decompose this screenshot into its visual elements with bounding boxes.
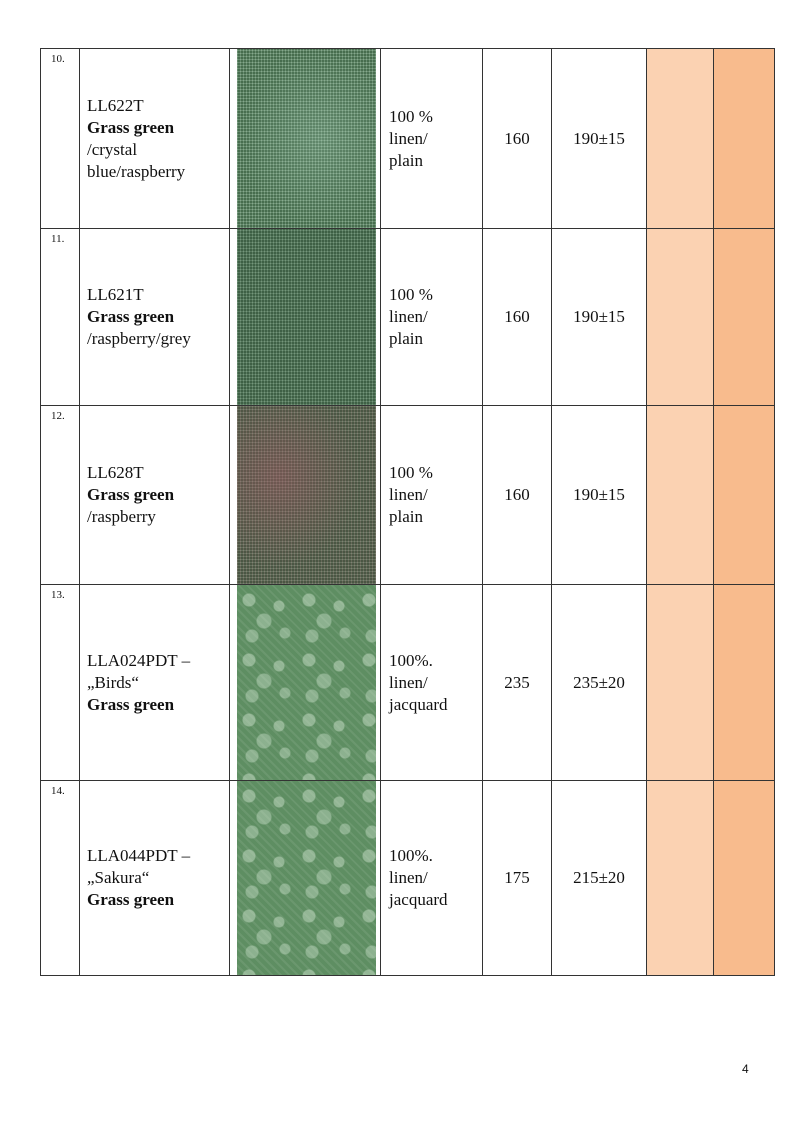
page-number: 4 [742, 1062, 749, 1076]
weight-value: 235±20 [552, 585, 647, 781]
swatch-cell [230, 229, 381, 406]
width-value: 160 [483, 406, 552, 585]
row-number: 10. [51, 53, 65, 65]
composition-cell [381, 585, 483, 781]
composition-line: linen/ [389, 485, 428, 504]
empty-orange-cell [647, 49, 714, 229]
fabric-swatch-image [237, 406, 376, 584]
fabric-code: LL628T [87, 463, 144, 482]
table-row [41, 585, 775, 781]
fabric-code: LLA044PDT – [87, 846, 191, 865]
empty-orange-cell [647, 406, 714, 585]
composition-cell [381, 781, 483, 976]
fabric-extra: /raspberry [87, 507, 156, 526]
row-number-cell [41, 781, 80, 976]
composition-line: linen/ [389, 307, 428, 326]
empty-orange-cell [647, 781, 714, 976]
fabric-extra: /raspberry/grey [87, 329, 191, 348]
fabric-extra: „Sakura“ [87, 868, 150, 887]
swatch-cell [230, 49, 381, 229]
fabric-code: LL621T [87, 285, 144, 304]
composition-line: 100 % [389, 285, 433, 304]
empty-orange-cell [647, 229, 714, 406]
fabric-color: Grass green [87, 694, 175, 714]
fabric-swatch-image [237, 49, 376, 228]
table-row [41, 49, 775, 229]
fabric-name-cell [80, 406, 230, 585]
fabric-table [40, 48, 775, 976]
swatch-cell [230, 406, 381, 585]
composition-cell [381, 49, 483, 229]
weight-value: 190±15 [552, 406, 647, 585]
fabric-color: Grass green [87, 485, 175, 504]
composition-line: 100 % [389, 106, 433, 126]
weight-value: 190±15 [552, 49, 647, 229]
composition-line: plain [389, 150, 423, 170]
row-number: 11. [51, 233, 65, 245]
table-row [41, 781, 775, 976]
fabric-color: Grass green [87, 307, 175, 326]
fabric-color: Grass green [87, 117, 175, 137]
empty-orange-cell [714, 781, 775, 976]
fabric-name-cell [80, 49, 230, 229]
fabric-extra: blue/raspberry [87, 161, 186, 181]
fabric-swatch-image [237, 781, 376, 975]
composition-line: linen/ [389, 672, 428, 692]
empty-orange-cell [714, 229, 775, 406]
width-value: 160 [483, 49, 552, 229]
composition-line: jacquard [389, 694, 448, 714]
empty-orange-cell [714, 406, 775, 585]
table-row [41, 229, 775, 406]
composition-line: 100%. [389, 846, 433, 865]
row-number: 13. [51, 589, 65, 601]
row-number-cell [41, 229, 80, 406]
fabric-extra: /crystal [87, 139, 138, 159]
fabric-code: LL622T [87, 95, 144, 115]
fabric-swatch-image [237, 585, 376, 780]
composition-line: 100 % [389, 463, 433, 482]
fabric-name-cell [80, 229, 230, 406]
composition-cell [381, 406, 483, 585]
composition-line: linen/ [389, 128, 428, 148]
row-number-cell [41, 49, 80, 229]
row-number-cell [41, 406, 80, 585]
row-number-cell [41, 585, 80, 781]
fabric-swatch-image [237, 229, 376, 405]
fabric-code: LLA024PDT – [87, 650, 191, 670]
fabric-name-cell [80, 781, 230, 976]
width-value: 235 [483, 585, 552, 781]
empty-orange-cell [714, 49, 775, 229]
composition-line: 100%. [389, 650, 433, 670]
row-number: 14. [51, 785, 65, 797]
width-value: 175 [483, 781, 552, 976]
empty-orange-cell [714, 585, 775, 781]
fabric-color: Grass green [87, 890, 175, 909]
composition-line: plain [389, 329, 423, 348]
swatch-cell [230, 781, 381, 976]
empty-orange-cell [647, 585, 714, 781]
fabric-extra: „Birds“ [87, 672, 139, 692]
weight-value: 190±15 [552, 229, 647, 406]
swatch-cell [230, 585, 381, 781]
composition-line: plain [389, 507, 423, 526]
table-row [41, 406, 775, 585]
weight-value: 215±20 [552, 781, 647, 976]
width-value: 160 [483, 229, 552, 406]
composition-line: jacquard [389, 890, 448, 909]
composition-cell [381, 229, 483, 406]
fabric-name-cell [80, 585, 230, 781]
composition-line: linen/ [389, 868, 428, 887]
row-number: 12. [51, 410, 65, 422]
